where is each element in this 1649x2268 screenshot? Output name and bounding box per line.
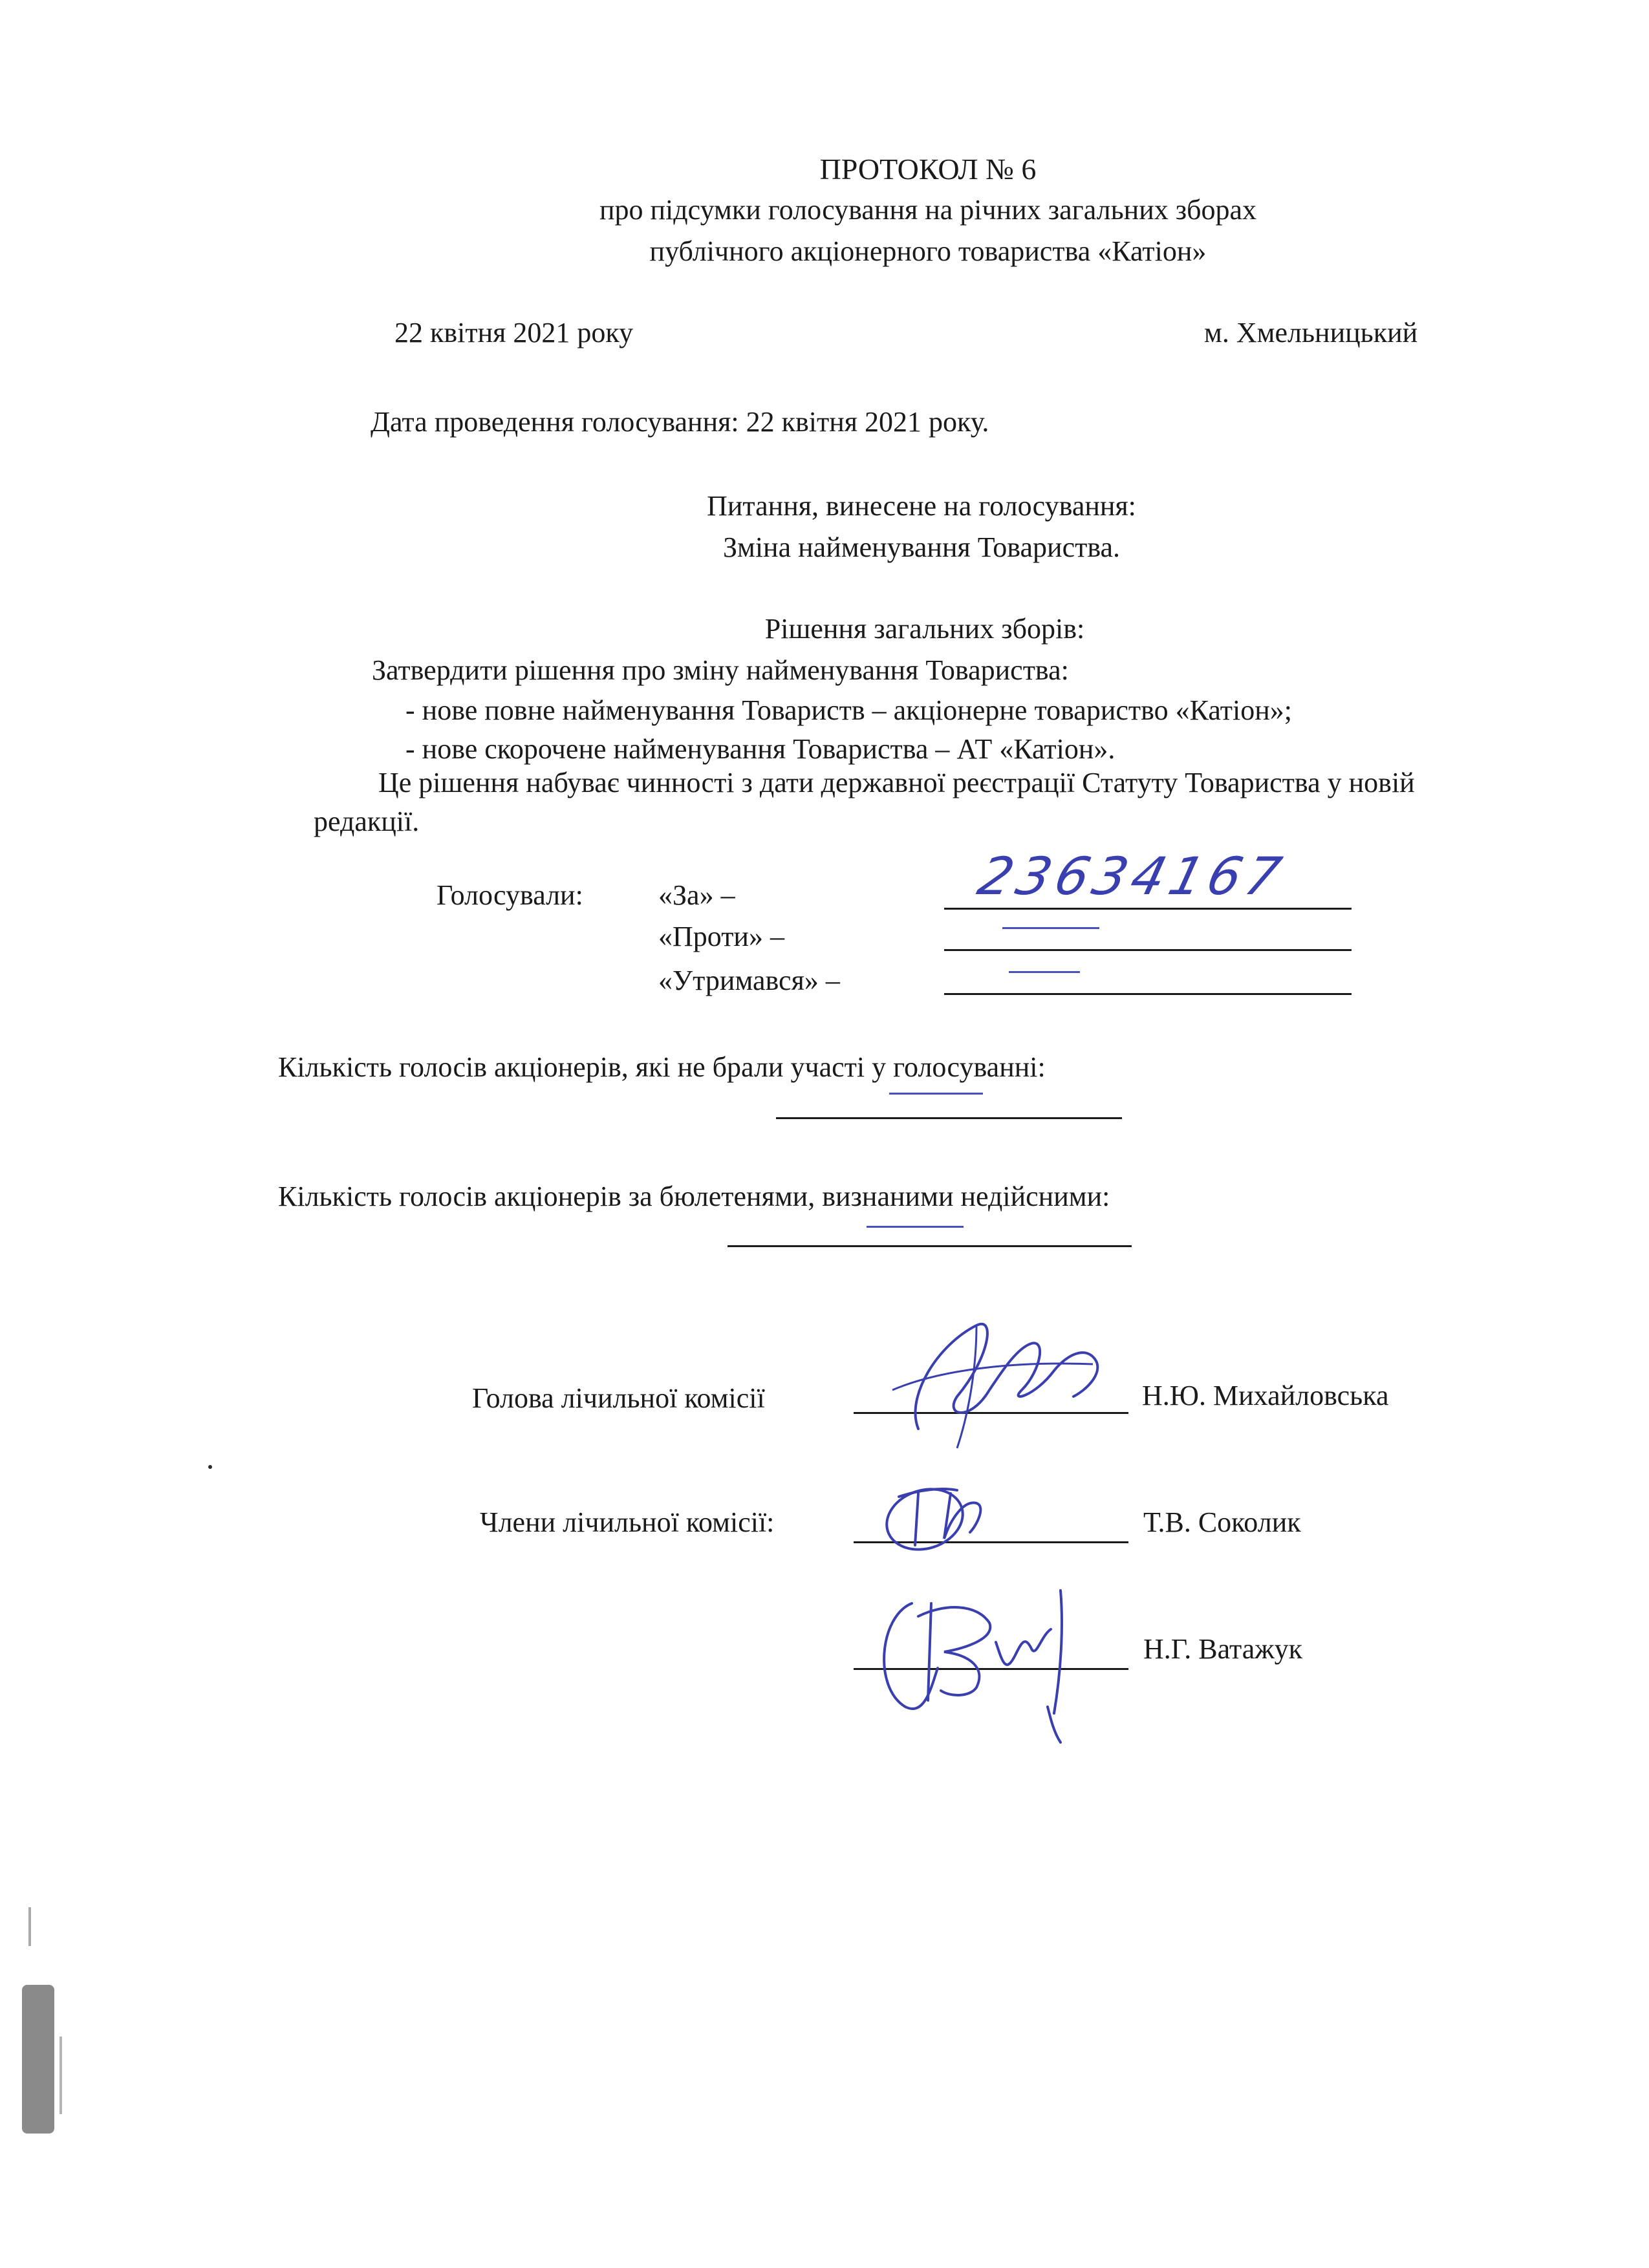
protocol-city: м. Хмельницький [1204, 317, 1418, 348]
decision-item2: - нове скорочене найменування Товариства – АТ «Катіон». [405, 733, 1116, 765]
invalid-ballots-label: Кількість голосів акціонерів за бюлетенями, визнаними недійсними: [278, 1181, 1110, 1212]
question-label: Питання, винесене на голосування: [707, 490, 1136, 522]
vote-against-label: «Проти» – [658, 921, 784, 952]
scan-edge-mark [28, 1907, 31, 1946]
vote-abstain-line [944, 993, 1352, 995]
scan-edge-artifact [22, 1985, 54, 2134]
vote-abstain-label: «Утримався» – [658, 965, 840, 996]
scan-edge-mark-lower [59, 2037, 62, 2114]
decision-label: Рішення загальних зборів: [764, 613, 1085, 645]
scan-dot [208, 1465, 212, 1469]
vote-for-label: «За» – [658, 879, 735, 911]
vote-abstain-dash [1009, 971, 1080, 973]
members-label: Члени лічильної комісії: [480, 1506, 775, 1538]
member1-signature [879, 1468, 1009, 1558]
decision-line1: Затвердити рішення про зміну найменування Товариства: [372, 654, 1069, 686]
protocol-subtitle-line2: публічного акціонерного товариства «Катіон» [649, 235, 1207, 267]
invalid-ballots-line [727, 1245, 1132, 1247]
chair-name: Н.Ю. Михайловська [1142, 1380, 1389, 1411]
not-participated-line [776, 1117, 1122, 1119]
voting-date-line: Дата проведення голосування: 22 квітня 2021 року. [371, 406, 989, 438]
decision-effect-line2: редакції. [314, 806, 420, 837]
decision-effect-line1: Це рішення набуває чинності з дати державної реєстрації Статуту Товариства у новій [378, 767, 1415, 798]
not-participated-label: Кількість голосів акціонерів, які не брали участі у голосуванні: [278, 1051, 1046, 1083]
vote-against-line [944, 949, 1352, 951]
invalid-ballots-dash [867, 1226, 964, 1228]
decision-item1: - нове повне найменування Товариств – акціонерне товариство «Катіон»; [405, 694, 1292, 726]
member2-name: Н.Г. Ватажук [1143, 1633, 1303, 1665]
chair-signature [879, 1300, 1112, 1455]
protocol-date: 22 квітня 2021 року [394, 317, 634, 348]
protocol-title: ПРОТОКОЛ № 6 [819, 153, 1037, 186]
vote-for-line [944, 908, 1352, 910]
vote-against-dash [1002, 927, 1099, 929]
not-participated-dash [889, 1093, 983, 1095]
vote-for-value: 23634167 [972, 846, 1292, 906]
voting-label: Голосували: [436, 879, 583, 911]
member1-name: Т.В. Соколик [1143, 1506, 1301, 1538]
question-text: Зміна найменування Товариства. [722, 531, 1121, 563]
protocol-subtitle-line1: про підсумки голосування на річних загальних зборах [599, 194, 1257, 226]
chair-label: Голова лічильної комісії [472, 1382, 765, 1414]
member2-signature [867, 1578, 1086, 1746]
